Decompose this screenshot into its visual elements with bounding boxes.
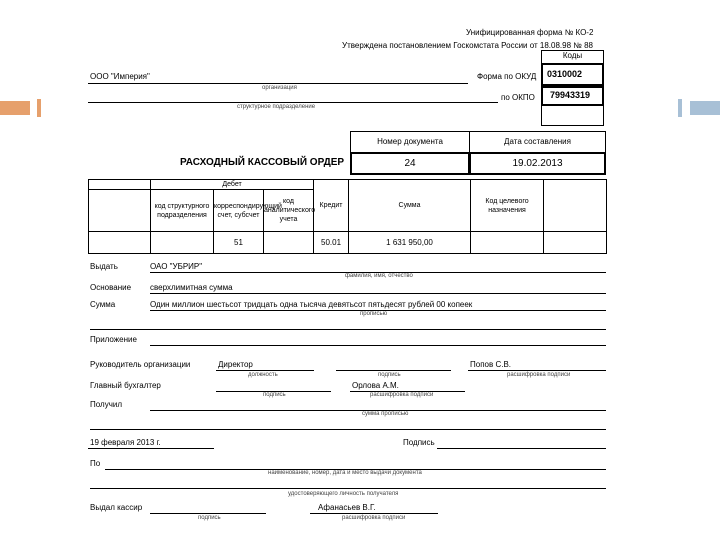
- cashier-label: Выдал кассир: [90, 503, 143, 512]
- cell-credit: 50.01: [314, 232, 349, 254]
- head-signature-caption: подпись: [378, 372, 401, 378]
- doc-date: 19.02.2013: [512, 158, 563, 169]
- cell-sum: 1 631 950,00: [349, 232, 471, 254]
- id-caption-2: удостоверяющего личность получателя: [288, 491, 399, 497]
- accountant-decode-caption: расшифровка подписи: [370, 392, 434, 398]
- col-corr: корреспондирующий счет, субсчет: [214, 190, 264, 232]
- approved-line: Утверждена постановлением Госкомстата России от 18.08.98 № 88: [342, 41, 593, 50]
- head-position: Директор: [218, 360, 253, 369]
- issue-caption: фамилия, имя, отчество: [345, 273, 413, 279]
- sum-value: Один миллион шестьсот тридцать одна тысяча девятьсот пятьдесят рублей 00 копеек: [150, 300, 473, 309]
- head-position-caption: должность: [248, 372, 278, 378]
- head-decode-caption: расшифровка подписи: [507, 372, 571, 378]
- by-label: По: [90, 459, 101, 468]
- signature-label: Подпись: [403, 438, 435, 447]
- attach-label: Приложение: [90, 335, 137, 344]
- date-written: 19 февраля 2013 г.: [90, 438, 161, 447]
- cell-purpose: [471, 232, 544, 254]
- codes-label: Коды: [562, 51, 583, 60]
- issue-label: Выдать: [90, 262, 118, 271]
- org-caption: организация: [262, 85, 297, 91]
- table-row: [89, 232, 607, 254]
- id-caption: наименование, номер, дата и место выдачи документа: [268, 470, 422, 476]
- doc-number: 24: [404, 158, 416, 169]
- doc-date-label: Дата составления: [504, 137, 571, 146]
- cashier-signature-caption: подпись: [198, 515, 221, 521]
- head-label: Руководитель организации: [90, 360, 191, 369]
- okpo-label: по ОКПО: [501, 93, 535, 102]
- accountant-label: Главный бухгалтер: [90, 381, 161, 390]
- cell-anal: [264, 232, 314, 254]
- col-credit: Кредит: [314, 180, 349, 232]
- okud-label: Форма по ОКУД: [477, 72, 537, 81]
- cell-dept: [151, 232, 214, 254]
- okpo-value: 79943319: [550, 90, 591, 100]
- debit-label: Дебет: [151, 180, 314, 190]
- col-dept: код структурного подразделения: [151, 190, 214, 232]
- dept-caption: структурное подразделение: [237, 104, 316, 110]
- okud-value: 0310002: [547, 69, 583, 79]
- head-name: Попов С.В.: [470, 360, 512, 369]
- basis-value: сверхлимитная сумма: [150, 283, 233, 292]
- issue-value: ОАО "УБРИР": [150, 262, 203, 271]
- slide-decoration-left: [0, 101, 30, 115]
- cashier-decode-caption: расшифровка подписи: [342, 515, 406, 521]
- cashier-name: Афанасьев В.Г.: [318, 503, 376, 512]
- accountant-name: Орлова А.М.: [352, 381, 399, 390]
- accountant-signature-caption: подпись: [263, 392, 286, 398]
- doc-title: РАСХОДНЫЙ КАССОВЫЙ ОРДЕР: [180, 157, 345, 168]
- sum-label: Сумма: [90, 300, 116, 309]
- cell-corr: 51: [214, 232, 264, 254]
- col-purpose: Код целевого назначения: [471, 180, 544, 232]
- col-anal: код аналитического учета: [264, 190, 314, 232]
- slide-decoration-left-tick: [37, 99, 41, 117]
- org-name: ООО "Империя": [90, 72, 150, 81]
- col-sum: Сумма: [349, 180, 471, 232]
- slide-decoration-right: [690, 101, 720, 115]
- form-line: Унифицированная форма № КО-2: [466, 28, 594, 37]
- slide-decoration-right-tick: [678, 99, 682, 117]
- received-caption: сумма прописью: [362, 411, 409, 417]
- accounting-table: [88, 179, 607, 254]
- basis-label: Основание: [90, 283, 132, 292]
- sum-caption: прописью: [360, 311, 388, 317]
- doc-number-label: Номер документа: [377, 137, 443, 146]
- received-label: Получил: [90, 400, 122, 409]
